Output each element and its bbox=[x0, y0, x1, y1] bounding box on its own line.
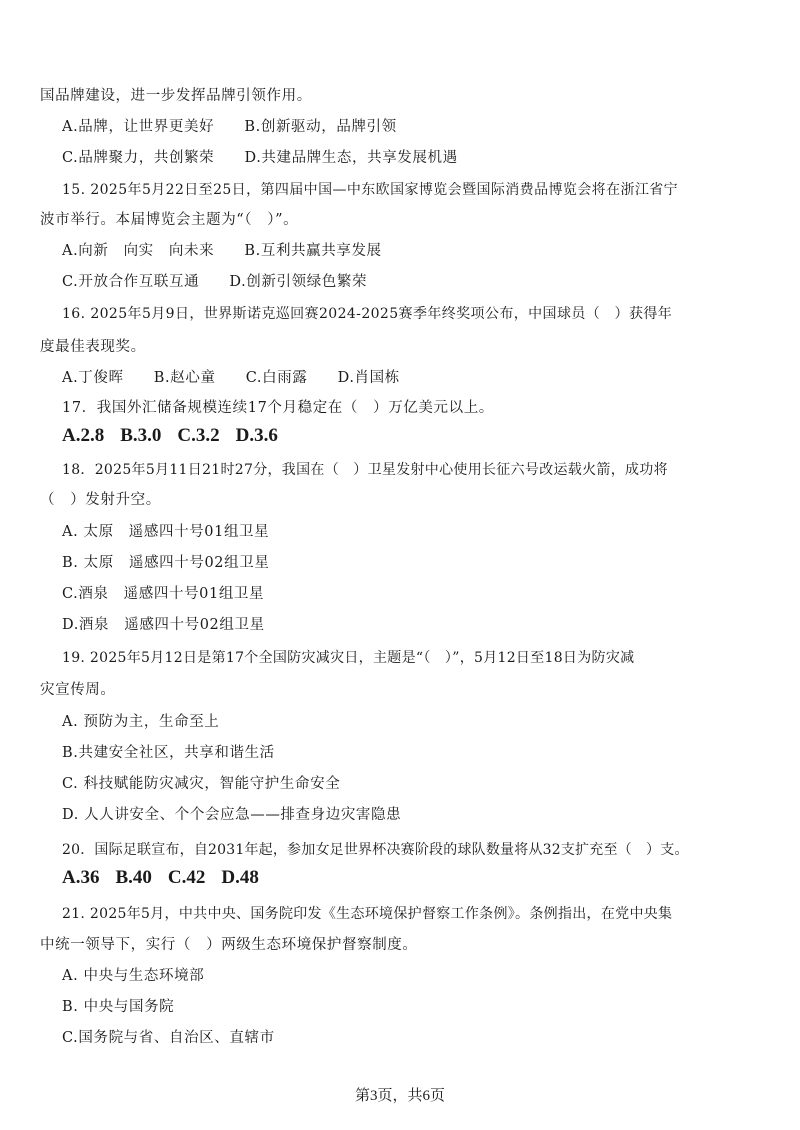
question-21-line-1: 21. 2025年5月，中共中央、国务院印发《生态环境保护督察工作条例》。条例指出，在党中央集 bbox=[62, 906, 673, 922]
q15-options-cd: C.开放合作互联互通 D.创新引领绿色繁荣 bbox=[62, 274, 368, 290]
q20-option-a: A.36 bbox=[62, 867, 100, 888]
q15-options-ab: A.向新 向实 向未来 B.互利共赢共享发展 bbox=[62, 243, 382, 259]
q14-options-cd: C.品牌聚力，共创繁荣 D.共建品牌生态，共享发展机遇 bbox=[62, 150, 458, 166]
q21-option-b: B. 中央与国务院 bbox=[62, 999, 175, 1015]
q19-option-c: C. 科技赋能防灾减灾，智能守护生命安全 bbox=[62, 776, 341, 792]
q21-option-a: A. 中央与生态环境部 bbox=[62, 968, 205, 984]
q17-options bbox=[62, 426, 294, 446]
q18-option-b: B. 太原 遥感四十号02组卫星 bbox=[62, 555, 270, 571]
question-15-line-1: 15. 2025年5月22日至25日，第四届中国—中东欧国家博览会暨国际消费品博览会将在浙江省宁 bbox=[62, 182, 679, 198]
q17-option-b: B.3.0 bbox=[120, 425, 162, 446]
q17-option-a: A.2.8 bbox=[62, 425, 105, 446]
question-16-line-2: 度最佳表现奖。 bbox=[40, 339, 146, 355]
question-18-line-2: （ ）发射升空。 bbox=[40, 492, 161, 508]
q20-option-b: B.40 bbox=[115, 867, 152, 888]
q20-option-c: C.42 bbox=[167, 867, 206, 888]
q16-options: A.丁俊晖 B.赵心童 C.白雨露 D.肖国栋 bbox=[62, 370, 400, 386]
q19-option-b: B.共建安全社区，共享和谐生活 bbox=[62, 745, 275, 761]
page-footer: 第3页，共6页 bbox=[354, 1088, 445, 1104]
question-16-line-1: 16. 2025年5月9日，世界斯诺克巡回赛2024-2025赛季年终奖项公布，中国球员（ ）获得年 bbox=[62, 306, 673, 322]
question-15-line-2: 波市举行。本届博览会主题为“（ ）”。 bbox=[40, 212, 299, 228]
question-19-line-1: 19. 2025年5月12日是第17个全国防灾减灾日，主题是“（ ）”，5月12日至18日为防灾减 bbox=[62, 650, 635, 666]
question-17: 17．我国外汇储备规模连续17个月稳定在（ ）万亿美元以上。 bbox=[62, 400, 494, 416]
question-18-line-1: 18．2025年5月11日21时27分，我国在（ ）卫星发射中心使用长征六号改运载火箭，成功将 bbox=[62, 462, 668, 478]
q20-option-d: D.48 bbox=[221, 867, 259, 888]
q18-option-d: D.酒泉 遥感四十号02组卫星 bbox=[62, 617, 265, 633]
q19-option-a: A. 预防为主，生命至上 bbox=[62, 714, 220, 730]
q14-options-ab: A.品牌，让世界更美好 B.创新驱动，品牌引领 bbox=[62, 119, 397, 135]
question-20: 20．国际足联宣布，自2031年起，参加女足世界杯决赛阶段的球队数量将从32支扩充至（ ）支。 bbox=[62, 842, 689, 858]
q19-option-d: D. 人人讲安全、个个会应急——排查身边灾害隐患 bbox=[62, 807, 402, 823]
continued-text: 国品牌建设，进一步发挥品牌引领作用。 bbox=[40, 88, 312, 104]
q17-option-d: D.3.6 bbox=[235, 425, 278, 446]
q20-options bbox=[62, 868, 275, 888]
q21-option-c: C.国务院与省、自治区、直辖市 bbox=[62, 1030, 275, 1046]
q18-option-a: A. 太原 遥感四十号01组卫星 bbox=[62, 524, 270, 540]
question-19-line-2: 灾宣传周。 bbox=[40, 682, 116, 698]
q18-option-c: C.酒泉 遥感四十号01组卫星 bbox=[62, 586, 265, 602]
q17-option-c: C.3.2 bbox=[177, 425, 220, 446]
question-21-line-2: 中统一领导下，实行（ ）两级生态环境保护督察制度。 bbox=[40, 937, 418, 953]
